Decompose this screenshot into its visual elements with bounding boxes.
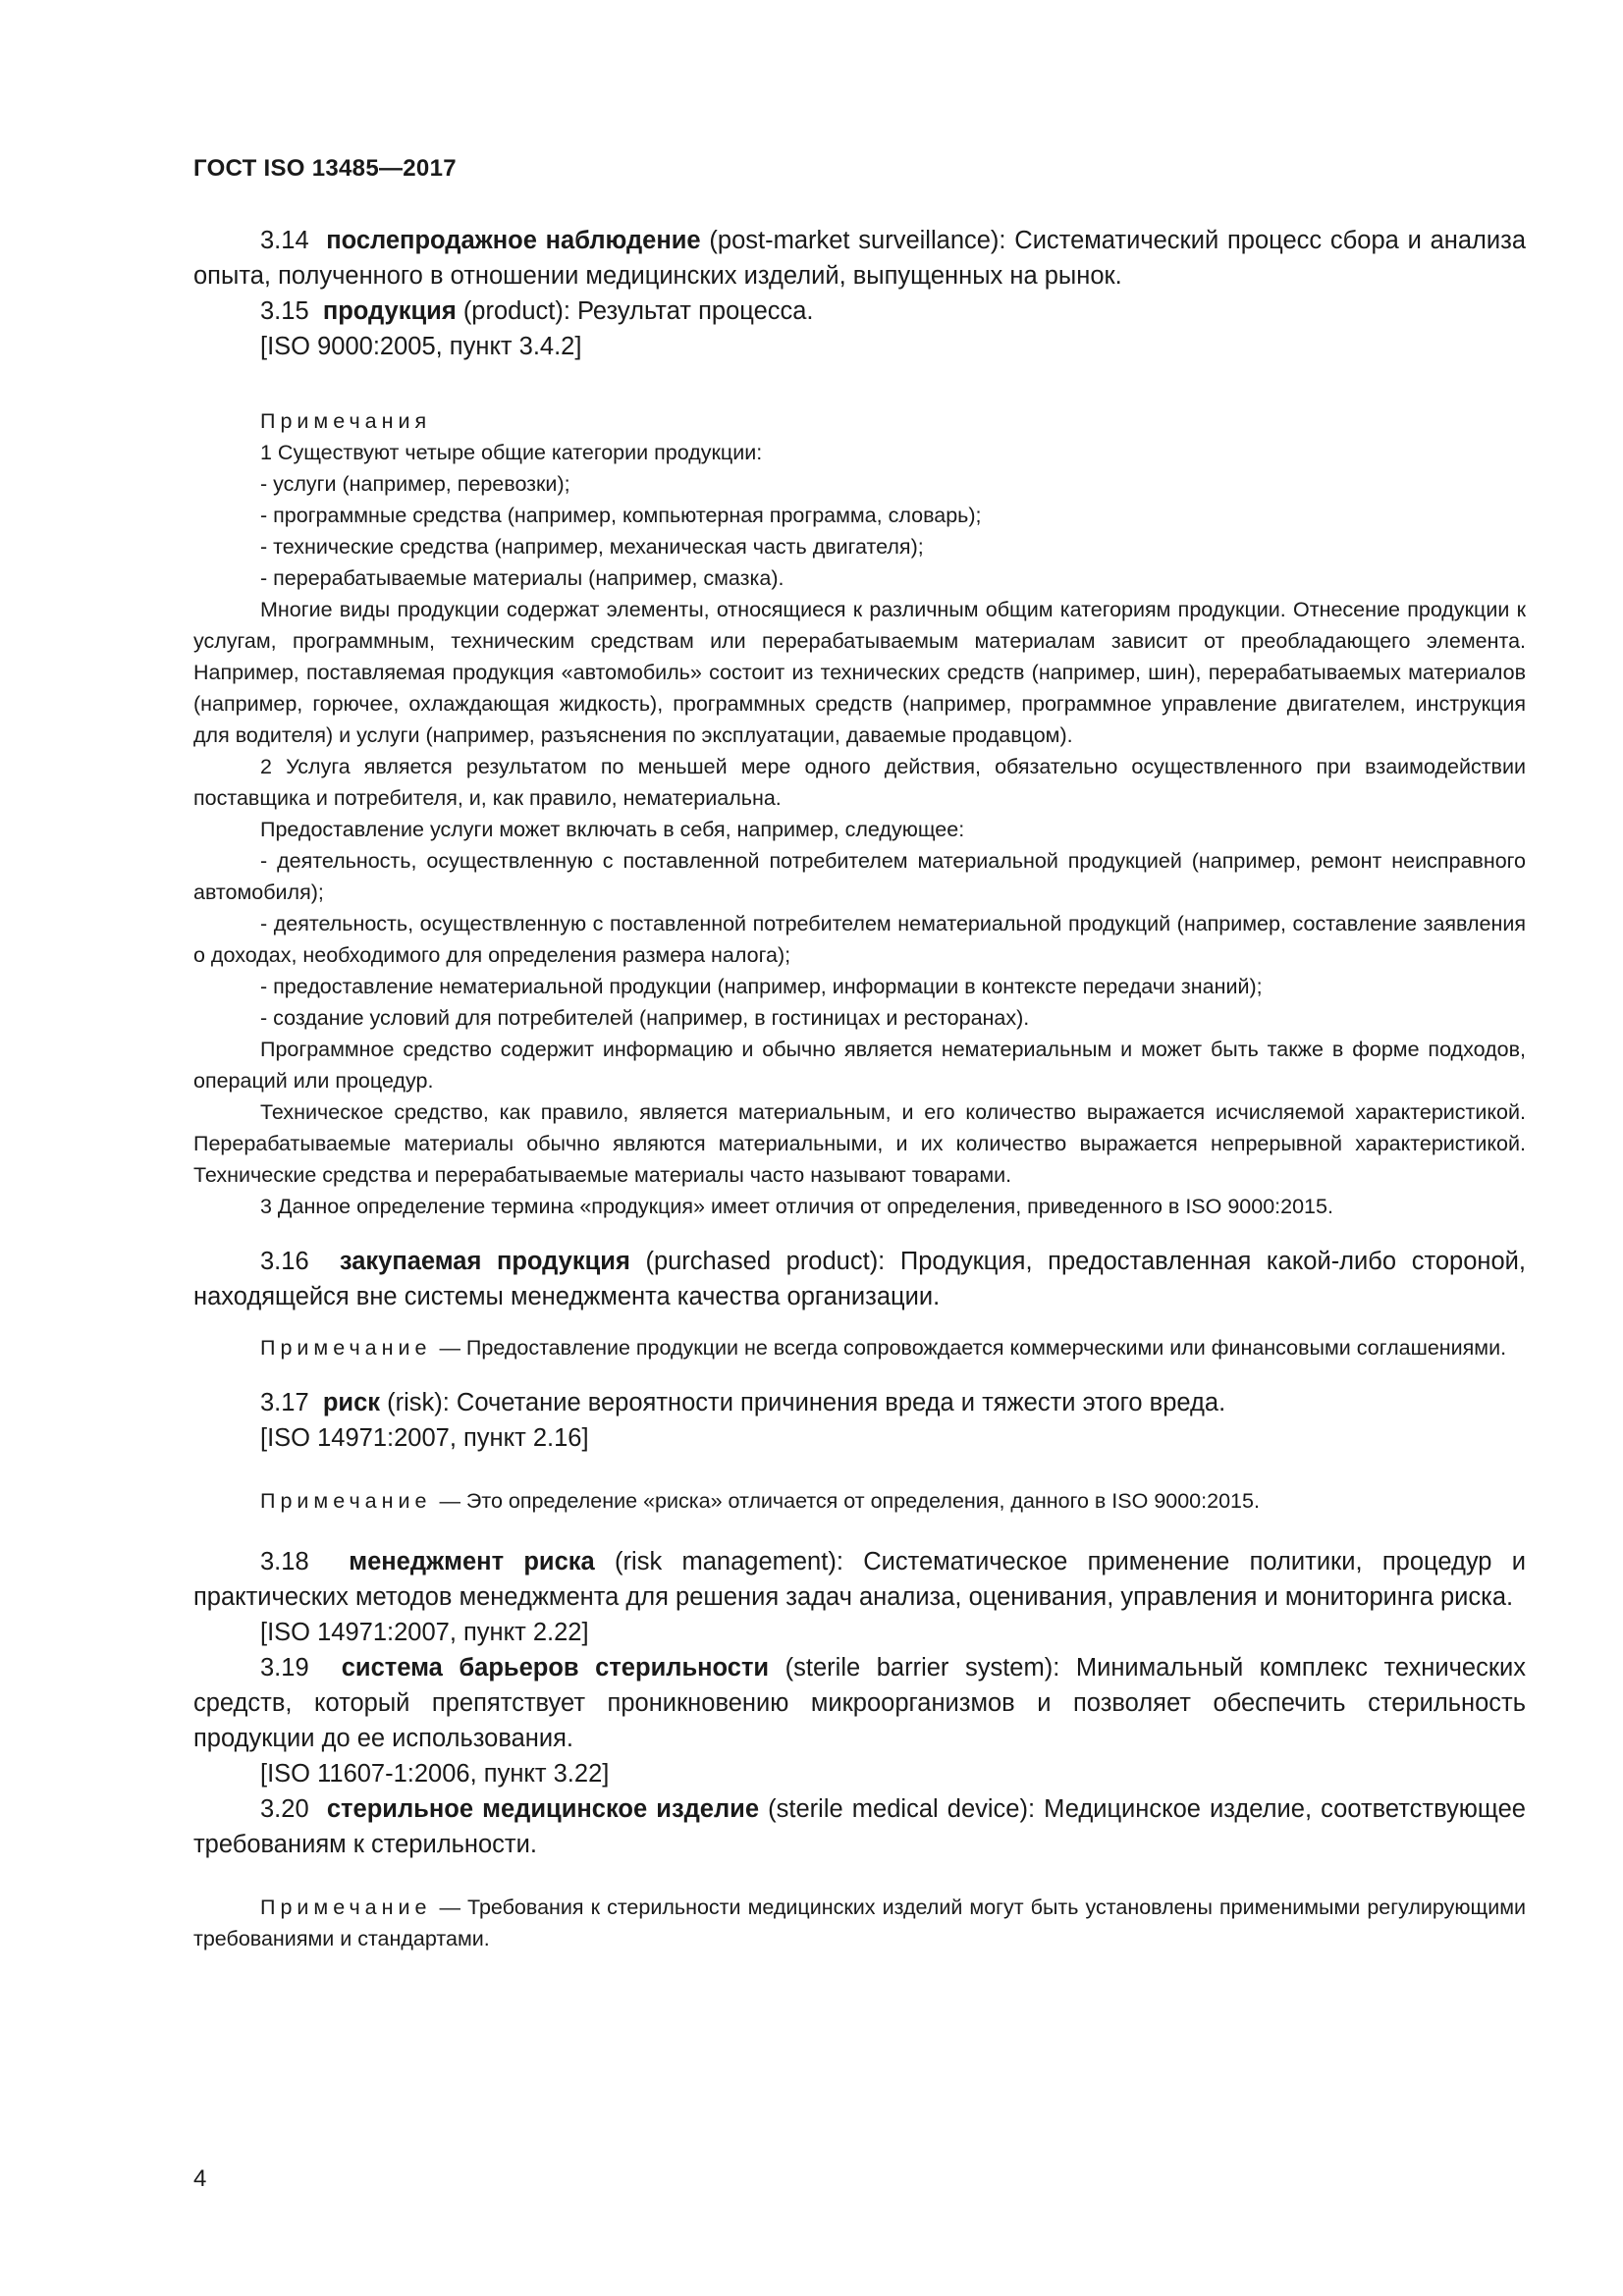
note-1-paragraph: Многие виды продукции содержат элементы, относящиеся к различным общим категориям продукции. Отнесение продукции к услугам, программным, техническим средствам или перерабатываемым материалам зависит от преобладающего элемента. Например, поставляемая продукция «автомобиль» состоит из технических средств (например, шин), перерабатываемых материалов (например, горючее, охлаждающая жидкость), программных средств (например, программное управление двигателем, инструкция для водителя) и услуги (например, разъяснения по эксплуатации, даваемые продавцом). (193, 598, 1526, 747)
note-text: — Это определение «риска» отличается от определения, данного в ISO 9000:2015. (439, 1489, 1260, 1513)
section-3-20 (193, 1791, 1526, 1862)
note-3-20 (193, 1892, 1526, 1954)
term: послепродажное наблюдение (326, 227, 701, 254)
reference: [ISO 9000:2005, пункт 3.4.2] (260, 333, 582, 360)
definition: (sterile barrier system): Минимальный комплекс технических средств, который препятствует проникновению микроорганизмов и позволяет обеспечить стерильность продукции до ее использования. (193, 1654, 1526, 1752)
definition: (risk management): Систематическое применение политики, процедур и практических методов менеджмента для решения задач анализа, оценивания, управления и мониторинга риска. (193, 1548, 1527, 1611)
document-header: ГОСТ ISO 13485—2017 (193, 155, 457, 182)
term: риск (322, 1389, 381, 1416)
term: система барьеров стерильности (341, 1654, 770, 1682)
list-item: - создание условий для потребителей (например, в гостиницах и ресторанах). (260, 1006, 1030, 1030)
section-3-19 (193, 1650, 1526, 1791)
note-text: — Требования к стерильности медицинских изделий могут быть установлены применимыми регулирующими требованиями и стандартами. (193, 1896, 1526, 1950)
reference: [ISO 14971:2007, пункт 2.22] (260, 1619, 589, 1646)
clause-number: 3.15 (260, 297, 309, 325)
note-1-intro: 1 Существуют четыре общие категории продукции: (260, 441, 763, 464)
section-3-14 (193, 223, 1526, 294)
page-number: 4 (193, 2165, 207, 2192)
list-item: - технические средства (например, механическая часть двигателя); (260, 535, 924, 559)
note-2-intro: 2 Услуга является результатом по меньшей мере одного действия, обязательно осуществленного при взаимодействии поставщика и потребителя, и, как правило, нематериальна. (193, 755, 1526, 810)
clause-number: 3.20 (260, 1795, 309, 1823)
clause-number: 3.17 (260, 1389, 309, 1416)
term: стерильное медицинское изделие (326, 1795, 760, 1823)
definition: (sterile medical device): Медицинское изделие, соответствующее требованиям к стерильности. (193, 1795, 1526, 1858)
definition: (post-market surveillance): Систематический процесс сбора и анализа опыта, полученного в отношении медицинских изделий, выпущенных на рынок. (193, 227, 1527, 290)
section-3-18 (193, 1544, 1526, 1650)
clause-number: 3.16 (260, 1248, 309, 1275)
note-2-paragraph: Техническое средство, как правило, является материальным, и его количество выражается исчисляемой характеристикой. Перерабатываемые материалы обычно являются материальными, и их количество выражается непрерывной характеристикой. Технические средства и перерабатываемые материалы часто называют товарами. (193, 1100, 1526, 1187)
clause-number: 3.14 (260, 227, 309, 254)
document-body (193, 223, 1526, 1954)
note-label: Примечание (260, 1896, 432, 1919)
reference: [ISO 11607-1:2006, пункт 3.22] (260, 1760, 610, 1788)
term: закупаемая продукция (339, 1248, 630, 1275)
definition: (purchased product): Продукция, предоставленная какой-либо стороной, находящейся вне системы менеджмента качества организации. (193, 1248, 1526, 1310)
section-3-17 (193, 1385, 1526, 1456)
term: продукция (322, 297, 457, 325)
list-item: - услуги (например, перевозки); (260, 472, 570, 496)
note-3-16 (193, 1332, 1526, 1363)
list-item: - предоставление нематериальной продукции (например, информации в контексте передачи знаний); (260, 975, 1263, 998)
section-3-16 (193, 1244, 1526, 1314)
list-item: - программные средства (например, компьютерная программа, словарь); (260, 504, 982, 527)
note-2-lead: Предоставление услуги может включать в себя, например, следующее: (260, 818, 965, 841)
clause-number: 3.19 (260, 1654, 309, 1682)
notes-3-15 (193, 405, 1526, 1222)
note-label: Примечание (260, 1489, 432, 1513)
reference: [ISO 14971:2007, пункт 2.16] (260, 1424, 589, 1452)
definition: (product): Результат процесса. (462, 297, 814, 325)
clause-number: 3.18 (260, 1548, 309, 1575)
list-item: - деятельность, осуществленную с поставленной потребителем материальной продукцией (например, ремонт неисправного автомобиля); (193, 849, 1526, 904)
section-3-15 (193, 294, 1526, 364)
definition: (risk): Сочетание вероятности причинения вреда и тяжести этого вреда. (387, 1389, 1226, 1416)
term: менеджмент риска (349, 1548, 595, 1575)
note-3-17 (193, 1485, 1526, 1517)
note-text: — Предоставление продукции не всегда сопровождается коммерческими или финансовыми соглашениями. (439, 1336, 1507, 1360)
list-item: - перерабатываемые материалы (например, смазка). (260, 566, 784, 590)
note-3: 3 Данное определение термина «продукция» имеет отличия от определения, приведенного в ISO 9000:2015. (260, 1195, 1333, 1218)
note-2-paragraph: Программное средство содержит информацию и обычно является нематериальным и может быть также в форме подходов, операций или процедур. (193, 1038, 1526, 1093)
list-item: - деятельность, осуществленную с поставленной потребителем нематериальной продукций (например, составление заявления о доходах, необходимого для определения размера налога); (193, 912, 1526, 967)
note-label: Примечание (260, 1336, 432, 1360)
notes-title: Примечания (260, 409, 432, 433)
